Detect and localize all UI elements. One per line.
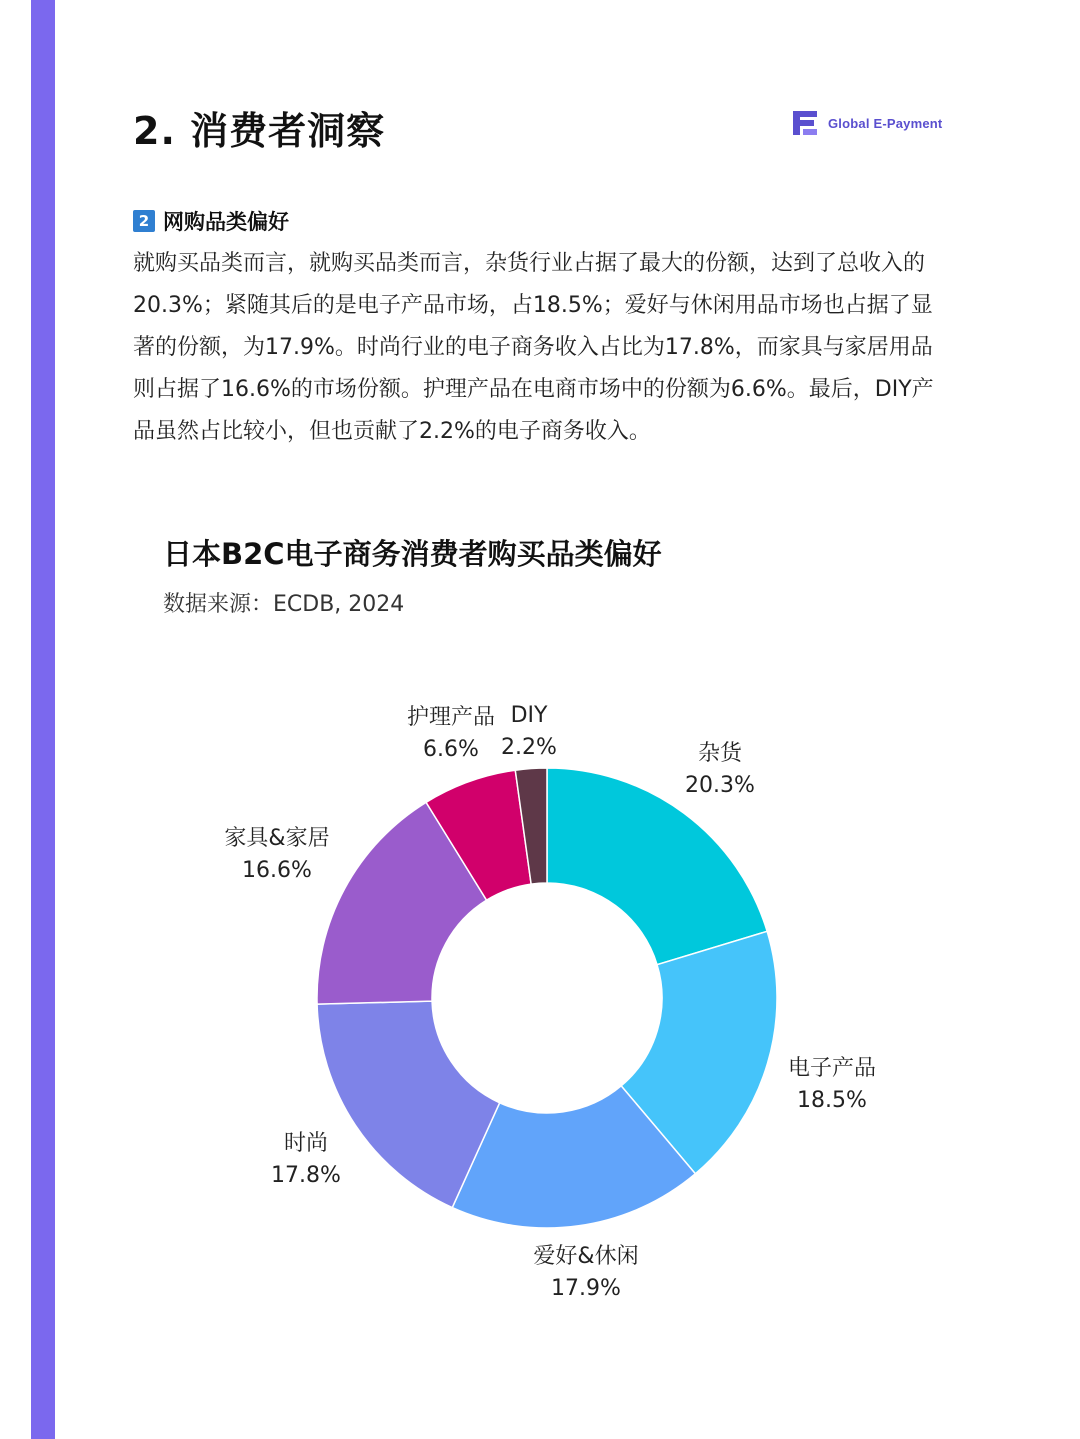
donut-chart bbox=[0, 640, 1080, 1360]
slice-label: 电子产品 bbox=[787, 1056, 877, 1081]
slice-value-label: 18.5% bbox=[797, 1088, 867, 1113]
brand-logo-icon bbox=[790, 108, 820, 138]
body-paragraph: 就购买品类而言，就购买品类而言，杂货行业占据了最大的份额，达到了总收入的20.3%；紧随其后的是电子产品市场，占18.5%；爱好与休闲用品市场也占据了显著的份额，为17.9%。时尚行业的电子商务收入占比为17.8%，而家具与家居用品则占据了16.6%的市场份额。护理产品在电商市场中的份额为6.6%。最后，DIY产品虽然占比较小，但也贡献了2.2%的电子商务收入。 bbox=[133, 251, 934, 444]
slice-label: 时尚 bbox=[283, 1131, 329, 1156]
slice-label: 杂货 bbox=[697, 741, 743, 766]
slice-label: 爱好&休闲 bbox=[533, 1244, 639, 1269]
slice-value-label: 2.2% bbox=[501, 735, 557, 760]
slice-label: 护理产品 bbox=[406, 705, 496, 730]
slice-value-label: 16.6% bbox=[242, 858, 312, 883]
slice-value-label: 17.8% bbox=[271, 1163, 341, 1188]
brand-name: Global E-Payment bbox=[828, 115, 943, 131]
slice-value-label: 20.3% bbox=[685, 773, 755, 798]
chart-source: 数据来源：ECDB, 2024 bbox=[163, 592, 405, 617]
slice-value-label: 17.9% bbox=[551, 1276, 621, 1301]
subsection-heading bbox=[133, 206, 289, 236]
subsection-number-badge: 2 bbox=[133, 210, 155, 232]
slice-value-label: 6.6% bbox=[423, 737, 479, 762]
chart-title: 日本B2C电子商务消费者购买品类偏好 bbox=[163, 537, 662, 571]
subsection-title: 网购品类偏好 bbox=[163, 210, 289, 234]
brand-logo bbox=[790, 108, 942, 138]
slice-label: 家具&家居 bbox=[224, 826, 330, 851]
donut-chart-svg bbox=[0, 640, 1080, 1360]
slice-label: DIY bbox=[510, 703, 548, 728]
page-title: 2. 消费者洞察 bbox=[133, 109, 386, 153]
